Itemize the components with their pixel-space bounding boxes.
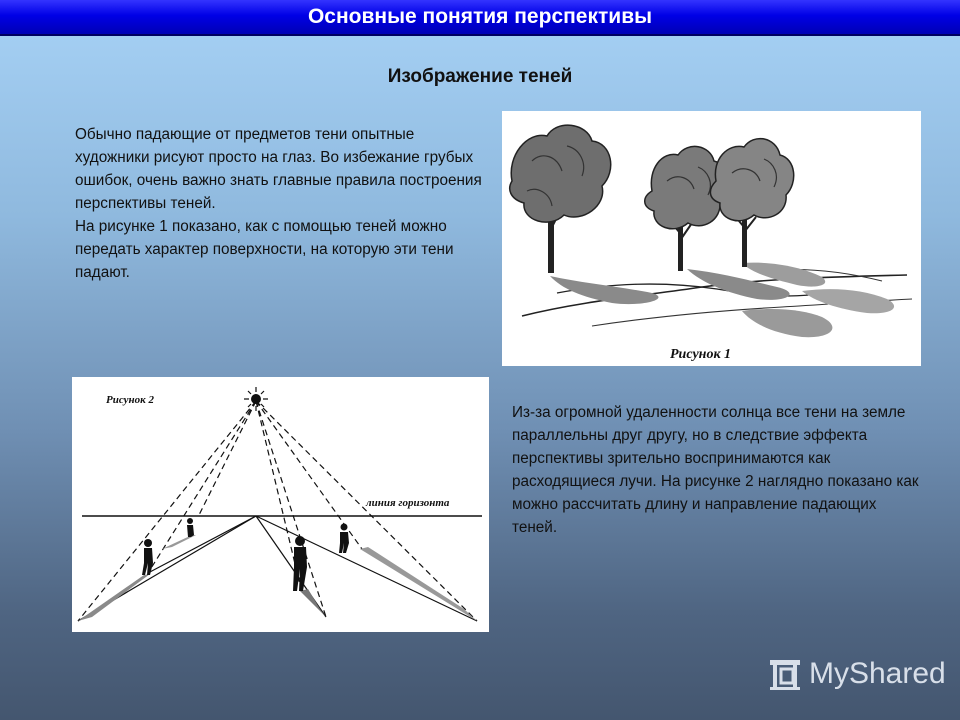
myshared-logo bbox=[767, 652, 946, 696]
intro-paragraph-1: Обычно падающие от предметов тени опытные художники рисуют просто на глаз. Во избежание грубых ошибок, очень важно знать главные правила построения перспективы теней. bbox=[75, 126, 482, 212]
logo-icon bbox=[767, 656, 803, 692]
figure-1-trees-shadows bbox=[502, 111, 921, 366]
figure-2-shadow-perspective bbox=[72, 377, 489, 632]
person-figure bbox=[339, 524, 349, 554]
horizon-label: линия горизонта bbox=[366, 497, 450, 509]
person-figure bbox=[142, 539, 153, 575]
figure-2-caption: Рисунок 2 bbox=[106, 394, 154, 406]
perspective-diagram bbox=[72, 377, 489, 632]
sun-icon bbox=[244, 387, 268, 411]
person-figure bbox=[187, 518, 194, 537]
intro-paragraph-2: На рисунке 1 показано, как с помощью теней можно передать характер поверхности, на которую эти тени падают. bbox=[75, 218, 454, 281]
figure-1-caption: Рисунок 1 bbox=[670, 347, 732, 362]
person-figure bbox=[293, 536, 307, 591]
slide-title: Основные понятия перспективы bbox=[0, 0, 960, 36]
intro-text bbox=[75, 123, 485, 284]
explanation-text bbox=[512, 401, 922, 539]
explanation-paragraph: Из-за огромной удаленности солнца все тени на земле параллельны друг другу, но в следствие эффекта перспективы зрительно воспринимаются как расходящиеся лучи. На рисунке 2 наглядно показано как можно рассчитать длину и направление падающих теней. bbox=[512, 404, 919, 536]
trees-illustration bbox=[502, 111, 921, 366]
section-subtitle: Изображение теней bbox=[387, 66, 573, 87]
logo-text: MyShared bbox=[809, 657, 946, 690]
